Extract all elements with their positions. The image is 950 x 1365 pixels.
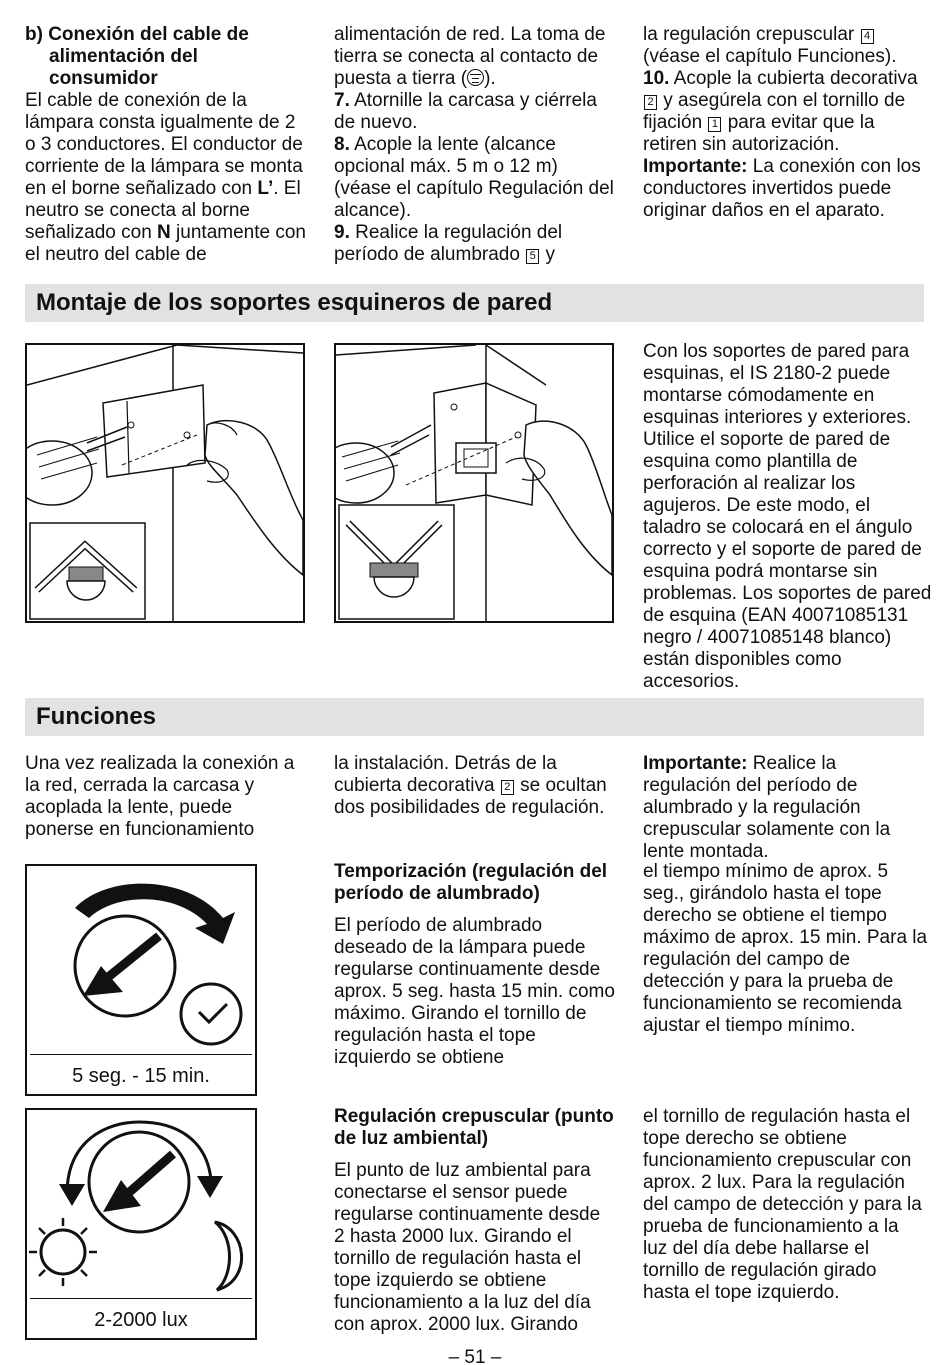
reference-number: 2 (644, 95, 657, 110)
paragraph: Una vez realizada la conexión a la red, cerrada la carcasa y acoplada la lente, puede ponerse en funcionamiento (25, 753, 295, 840)
temporizacion-text: El período de alumbrado deseado de la lámpara puede regularse continuamente desde aprox. 5 seg. hasta 15 min. como máximo. Girando el tornillo de regulación hasta el tope izquierdo se obtiene (334, 915, 615, 1068)
text: . El neutro se conecta al borne señalizado con (25, 178, 301, 243)
montaje-text-column (643, 341, 933, 693)
important-note (643, 156, 928, 222)
section-title-b: b) Conexión del cable de alimentación del consumidor (25, 24, 249, 89)
step-number: 7. (334, 90, 350, 111)
inner-corner-drawing (336, 345, 612, 621)
text: juntamente con el neutro del cable de (25, 222, 306, 265)
text: ). (484, 68, 496, 89)
step-7 (334, 90, 619, 134)
text: Realice la regulación del período de alumbrado y la regulación crepuscular solamente con la lente montada. (643, 753, 891, 862)
reference-number: 2 (501, 780, 514, 795)
timer-dial-drawing (27, 866, 255, 1054)
text: se ocultan dos posibilidades de regulación. (334, 775, 607, 818)
montaje-paragraph: Con los soportes de pared para esquinas, el IS 2180-2 puede montarse cómodamente en esquinas interiores y exteriores. Utilice el soporte de pared de esquina como plantilla de perforación al realizar los agujeros. De este modo, el taladro se colocará en el ángulo correcto y el soporte de pared de esquina podrá montarse sin problemas. Los soportes de pared de esquina (EAN 40071085131 negro / 40071085148 blanco) están disponibles como accesorios. (643, 341, 932, 692)
text: (véase el capítulo Funciones). (643, 46, 897, 67)
step-number: 10. (643, 68, 670, 89)
reference-number: 5 (526, 249, 539, 264)
twilight-dial-drawing (27, 1110, 255, 1298)
temporizacion-text-continued: el tiempo mínimo de aprox. 5 seg., girándolo hasta el tope derecho se obtiene el tiempo máximo de aprox. 15 min. Para la regulación del campo de detección y para la prueba de funcionamiento se recomienda ajustar el tiempo mínimo. (643, 861, 928, 1036)
text: Realice la regulación del período de alumbrado (334, 222, 563, 265)
text: El cable de conexión de la lámpara consta igualmente de 2 o 3 conductores. El conductor de corriente de la lámpara se monta en el borne señalizado con (25, 90, 303, 199)
text: la instalación. Detrás de la cubierta decorativa (334, 753, 557, 796)
illustration-outer-corner-mounting (25, 343, 305, 623)
crepuscular-title: Regulación crepuscular (punto de luz ambiental) (334, 1106, 614, 1149)
step-10 (643, 68, 928, 156)
timer-adjustment-illustration (25, 864, 257, 1096)
text: para evitar que la retiren sin autorización. (643, 112, 875, 155)
bold-text: N (157, 222, 171, 243)
crepuscular-text: El punto de luz ambiental para conectarse el sensor puede regularse continuamente desde 2 hasta 2000 lux. Girando el tornillo de regulación hasta el tope izquierdo se obtiene funcionamiento a la luz del día con aprox. 2000 lux. Girando (334, 1160, 601, 1335)
illustration-inner-corner-mounting (334, 343, 614, 623)
text: la regulación crepuscular (643, 24, 860, 45)
col-3-top (643, 24, 928, 222)
important-label: Importante: (643, 753, 748, 774)
step-number: 9. (334, 222, 350, 243)
reference-number: 1 (708, 117, 721, 132)
col-1-top (25, 24, 310, 266)
text: y asegúrela con el tornillo de fijación (643, 90, 906, 133)
paragraph (25, 90, 310, 266)
funciones-intro-col-1 (25, 753, 305, 841)
crepuscular-continued (643, 1106, 928, 1304)
text: alimentación de red. La toma de tierra se conecta al contacto de puesta a tierra ( (334, 24, 606, 89)
funciones-intro-col-3 (643, 753, 928, 863)
text: Acople la lente (alcance opcional máx. 5 m o 12 m) (véase el capítulo Regulación del alcance). (334, 134, 614, 221)
funciones-intro-col-2 (334, 753, 619, 819)
paragraph (643, 24, 928, 68)
temporizacion-title: Temporización (regulación del período de alumbrado) (334, 861, 608, 904)
crepuscular-text-continued: el tornillo de regulación hasta el tope derecho se obtiene funcionamiento crepuscular con aprox. 2 lux. Para la regulación del campo de detección y para la prueba de funcionamiento a la luz del día debe hallarse el tornillo de regulación girado hasta el tope izquierdo. (643, 1106, 922, 1303)
page-number: – 51 – (448, 1347, 502, 1365)
text: La conexión con los conductores invertidos puede originar daños en el aparato. (643, 156, 921, 221)
important-label: Importante: (643, 156, 748, 177)
temporizacion-continued (643, 861, 928, 1037)
outer-corner-drawing (27, 345, 303, 621)
twilight-adjustment-illustration (25, 1108, 257, 1340)
text: Acople la cubierta decorativa (669, 68, 918, 89)
col-2-top (334, 24, 619, 266)
text: y (540, 244, 555, 265)
earth-ground-icon (467, 69, 484, 86)
section-heading-funciones: Funciones (25, 698, 924, 736)
step-8 (334, 134, 619, 222)
lux-range-caption: 2-2000 lux (30, 1298, 252, 1338)
crepuscular-column (334, 1106, 614, 1336)
important-note (643, 753, 928, 863)
timer-range-caption: 5 seg. - 15 min. (30, 1054, 252, 1094)
step-number: 8. (334, 134, 350, 155)
section-heading-montaje: Montaje de los soportes esquineros de pared (25, 284, 924, 322)
paragraph (334, 24, 619, 90)
temporizacion-column (334, 861, 616, 1069)
step-9 (334, 222, 619, 266)
bold-text: L’ (257, 178, 274, 199)
text: Atornille la carcasa y ciérrela de nuevo. (334, 90, 597, 133)
paragraph (334, 753, 619, 819)
reference-number: 4 (861, 29, 874, 44)
